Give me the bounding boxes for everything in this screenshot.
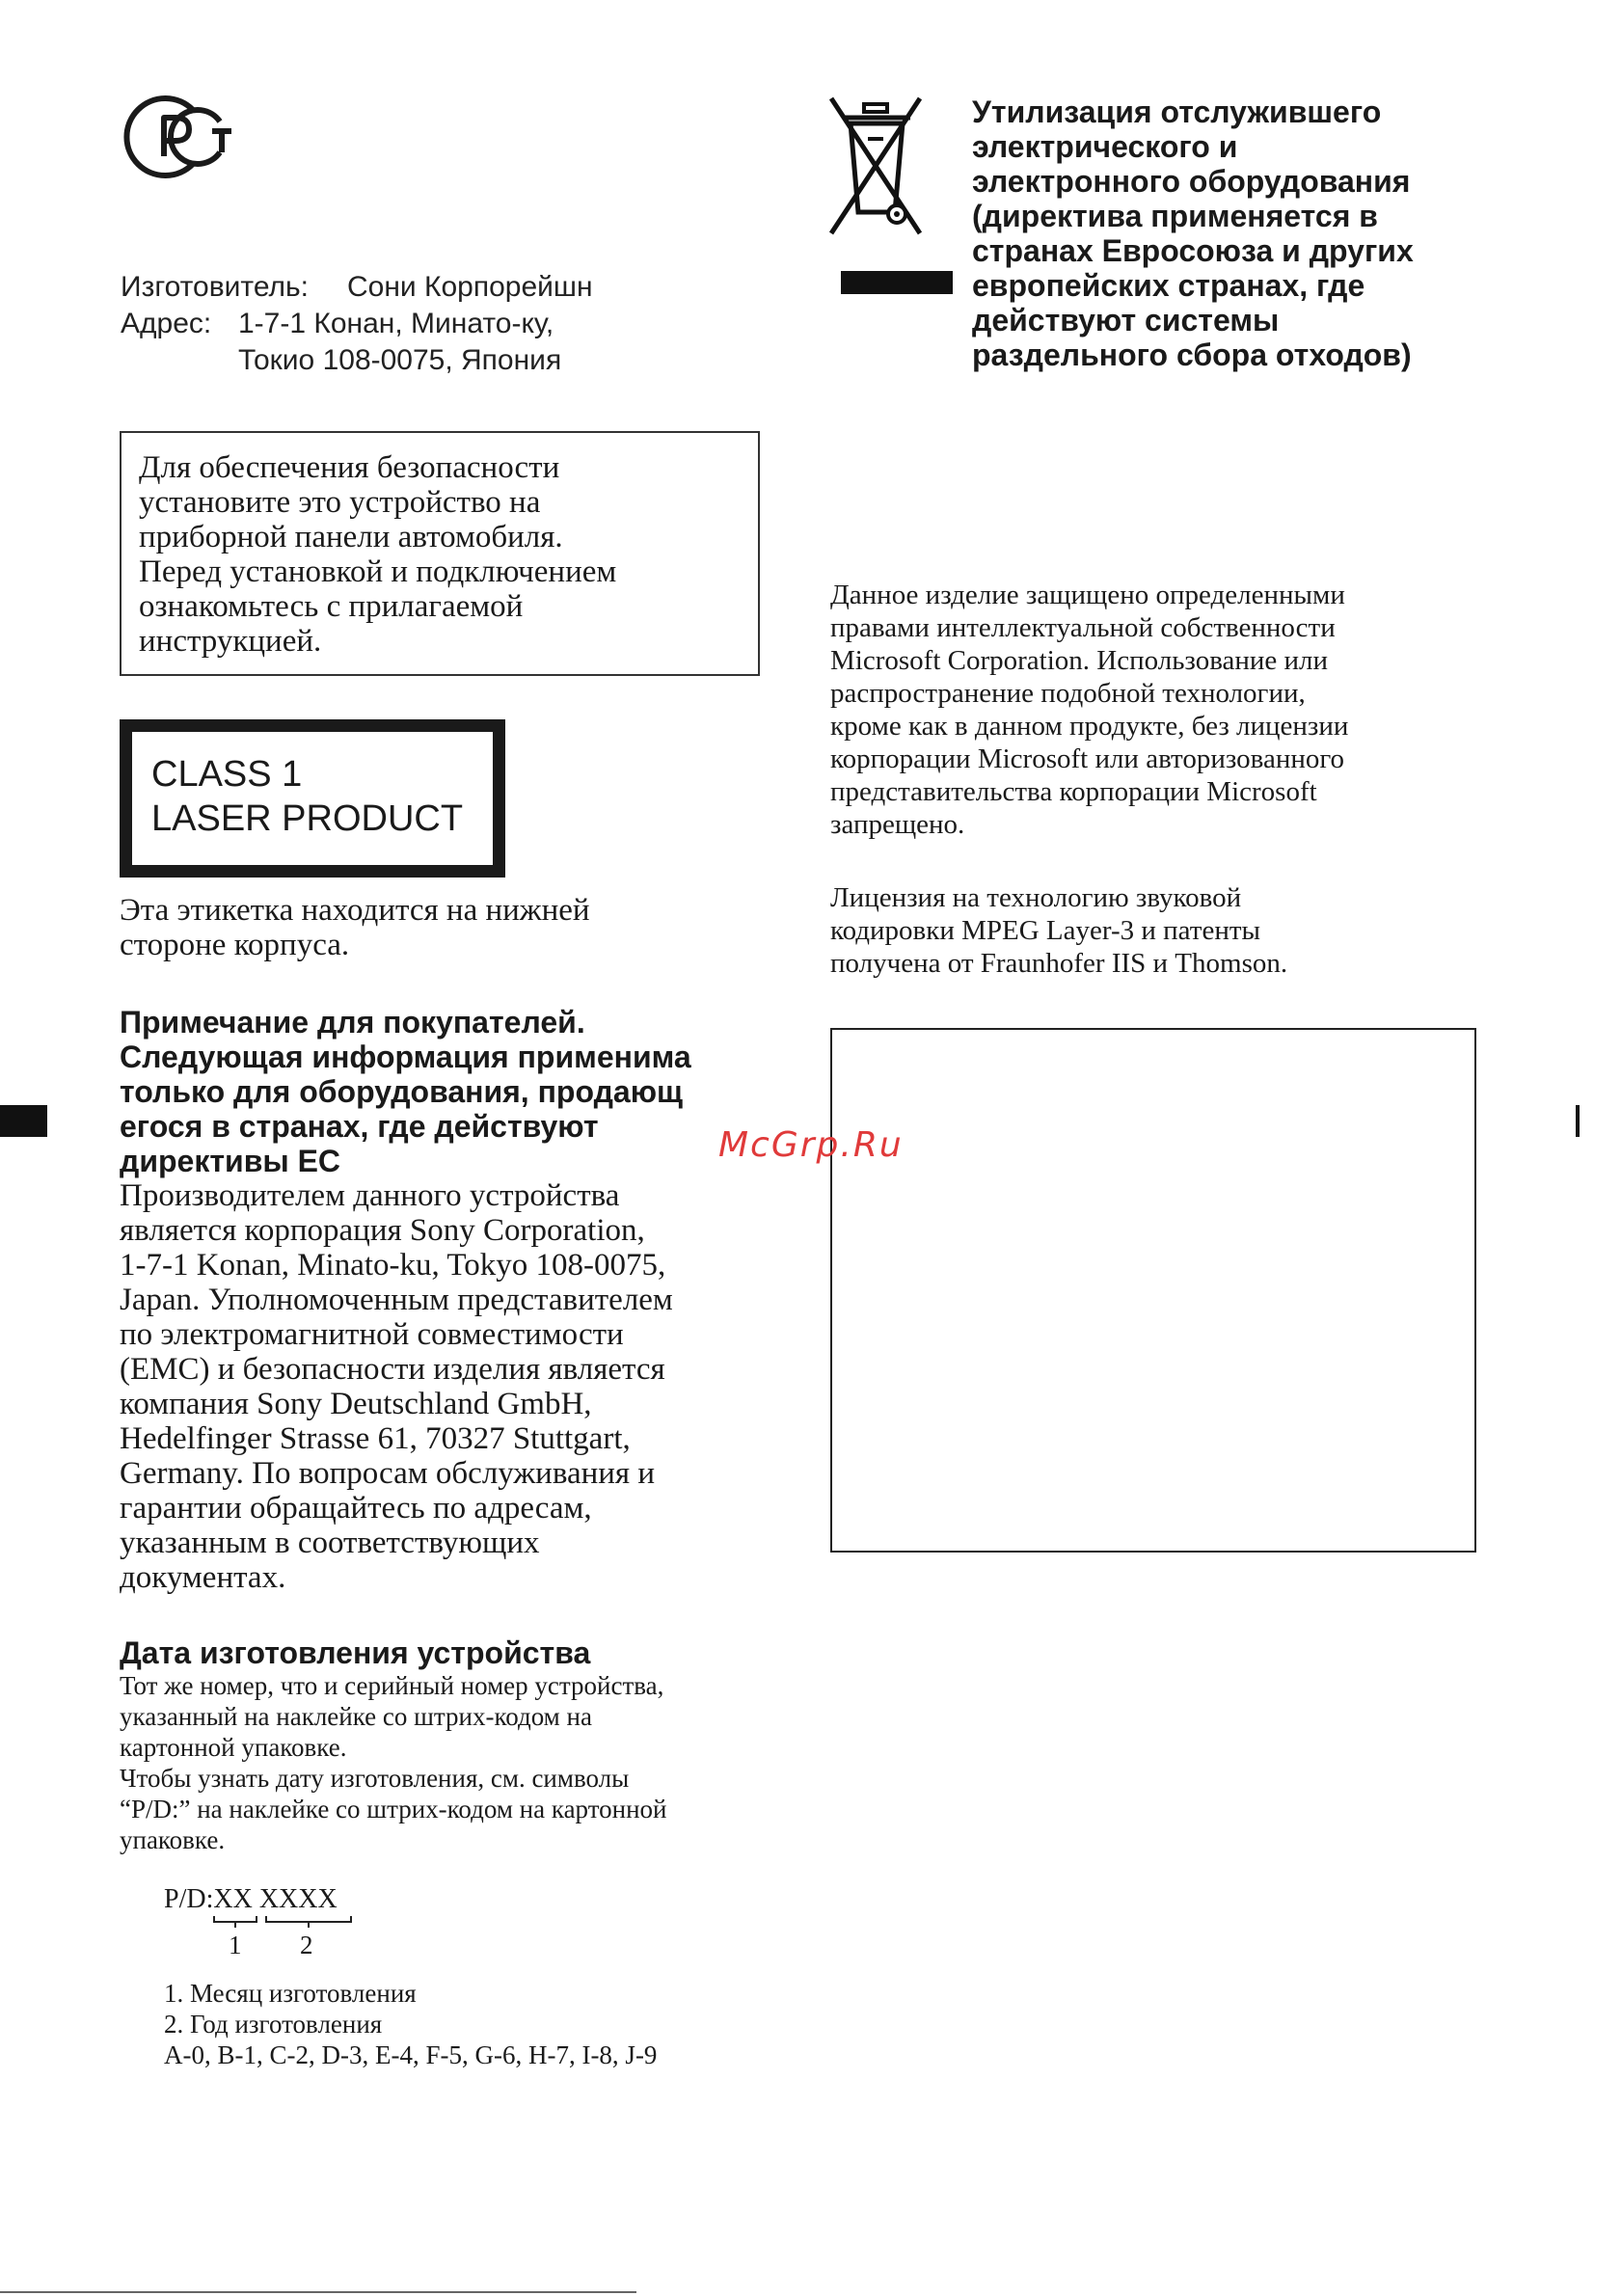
manufacture-date-body: [120, 1670, 667, 1855]
mp3-notice-line: получена от Fraunhofer IIS и Thomson.: [830, 948, 1288, 979]
microsoft-notice-line: корпорации Microsoft или авторизованного: [830, 743, 1345, 774]
weee-heading-line: электрического и: [972, 129, 1238, 164]
pd-prefix: P/D:: [164, 1884, 214, 1914]
weee-heading-line: европейских странах, где: [972, 268, 1365, 303]
ec-body-line: компания Sony Deutschland GmbH,: [120, 1387, 592, 1421]
date-body-line: указанный на наклейке со штрих-кодом на: [120, 1702, 592, 1731]
address-line-1: 1-7-1 Конан, Минато-ку,: [238, 308, 554, 339]
ec-body-line: 1-7-1 Konan, Minato-ku, Tokyo 108-0075,: [120, 1248, 666, 1283]
ec-body-line: по электромагнитной совместимости: [120, 1317, 624, 1352]
ec-body-line: гарантии обращайтесь по адресам,: [120, 1491, 592, 1526]
weee-heading-line: электронного оборудования: [972, 164, 1411, 199]
maker-value: Сони Корпорейшн: [347, 271, 593, 303]
section-edge-marker-right: [1576, 1105, 1580, 1137]
safety-line: Для обеспечения безопасности: [139, 450, 560, 485]
microsoft-notice-line: Данное изделие защищено определенными: [830, 580, 1345, 610]
safety-line: ознакомьтесь с прилагаемой: [139, 589, 524, 624]
weee-heading-line: странах Евросоюза и других: [972, 233, 1414, 268]
safety-notice-box: [120, 431, 760, 676]
ec-note-section: [120, 1005, 691, 1595]
date-body-line: упаковке.: [120, 1825, 226, 1854]
label-location-text: [120, 893, 590, 962]
pd-index-2: 2: [300, 1931, 313, 1959]
ec-heading-line: только для оборудования, продающ: [120, 1074, 684, 1109]
laser-product-text: LASER PRODUCT: [151, 798, 464, 839]
crossed-out-wheelie-bin-icon: [829, 95, 922, 239]
ec-body-line: Japan. Уполномоченным представителем: [120, 1283, 673, 1317]
weee-heading-line: (директива применяется в: [972, 199, 1378, 233]
ec-heading-line: егося в странах, где действуют: [120, 1109, 599, 1144]
ec-body-line: Hedelfinger Strasse 61, 70327 Stuttgart,: [120, 1421, 631, 1456]
site-watermark: McGrp.Ru: [718, 1125, 904, 1165]
ec-body-line: (EMC) и безопасности изделия является: [120, 1352, 665, 1387]
pd-month-code: XX: [213, 1884, 253, 1914]
weee-heading-line: действуют системы: [972, 303, 1280, 338]
address-line-2: Токио 108-0075, Япония: [238, 344, 562, 376]
microsoft-notice-line: правами интеллектуальной собственности: [830, 612, 1336, 643]
date-body-line: Чтобы узнать дату изготовления, см. символы: [120, 1764, 630, 1793]
date-body-line: картонной упаковке.: [120, 1733, 347, 1762]
weee-heading: [972, 95, 1414, 372]
pd-code: [164, 1884, 338, 1915]
pd-index-1: 1: [229, 1931, 242, 1959]
empty-notice-box: [830, 1028, 1476, 1553]
address-label: Адрес:: [121, 308, 212, 339]
weee-heading-line: Утилизация отслужившего: [972, 95, 1382, 129]
maker-label: Изготовитель:: [121, 271, 309, 303]
bottom-rule: [0, 2291, 636, 2293]
microsoft-notice-line: запрещено.: [830, 809, 965, 840]
laser-class-text: CLASS 1: [151, 754, 303, 795]
pd-legend-line: A-0, B-1, C-2, D-3, E-4, F-5, G-6, H-7, I-8, J-9: [164, 2040, 658, 2069]
pd-legend-line: 2. Год изготовления: [164, 2010, 383, 2039]
mp3-license-notice: [830, 881, 1287, 980]
mp3-notice-line: Лицензия на технологию звуковой: [830, 882, 1242, 913]
safety-line: приборной панели автомобиля.: [139, 520, 563, 554]
date-body-line: Тот же номер, что и серийный номер устройства,: [120, 1671, 664, 1700]
safety-line: инструкцией.: [139, 624, 322, 659]
ec-body-line: Germany. По вопросам обслуживания и: [120, 1456, 656, 1491]
safety-line: установите это устройство на: [139, 485, 541, 520]
pd-year-code: XXXX: [258, 1884, 338, 1914]
microsoft-notice: [830, 579, 1348, 841]
weee-black-bar: [841, 271, 953, 294]
mp3-notice-line: кодировки MPEG Layer-3 и патенты: [830, 915, 1261, 946]
pd-brackets: [212, 1914, 357, 1928]
ec-body-line: указанным в соответствующих: [120, 1526, 540, 1560]
label-location-line: Эта этикетка находится на нижней: [120, 893, 590, 928]
manufacture-date-heading: Дата изготовления устройства: [120, 1635, 591, 1670]
microsoft-notice-line: кроме как в данном продукте, без лицензии: [830, 711, 1349, 742]
ec-body-line: Производителем данного устройства: [120, 1178, 620, 1213]
weee-heading-line: раздельного сбора отходов): [972, 338, 1412, 372]
ec-heading-line: директивы ЕС: [120, 1144, 341, 1178]
ec-note-body: [120, 1178, 691, 1595]
section-edge-marker: [0, 1105, 47, 1137]
label-location-line: стороне корпуса.: [120, 928, 350, 962]
laser-product-label: [120, 719, 505, 878]
ec-body-line: является корпорация Sony Corporation,: [120, 1213, 645, 1248]
ec-heading-line: Следующая информация применима: [120, 1040, 691, 1074]
microsoft-notice-line: Microsoft Corporation. Использование или: [830, 645, 1329, 676]
pd-legend: [164, 1978, 657, 2070]
microsoft-notice-line: представительства корпорации Microsoft: [830, 776, 1317, 807]
date-body-line: “P/D:” на наклейке со штрих-кодом на картонной: [120, 1795, 667, 1823]
pct-certification-mark-icon: [120, 93, 235, 181]
pd-legend-line: 1. Месяц изготовления: [164, 1979, 417, 2008]
microsoft-notice-line: распространение подобной технологии,: [830, 678, 1306, 709]
manufacture-date-section: [120, 1635, 667, 1855]
ec-note-heading: [120, 1005, 691, 1178]
safety-line: Перед установкой и подключением: [139, 554, 617, 589]
ec-heading-line: Примечание для покупателей.: [120, 1005, 585, 1040]
ec-body-line: документах.: [120, 1560, 286, 1595]
